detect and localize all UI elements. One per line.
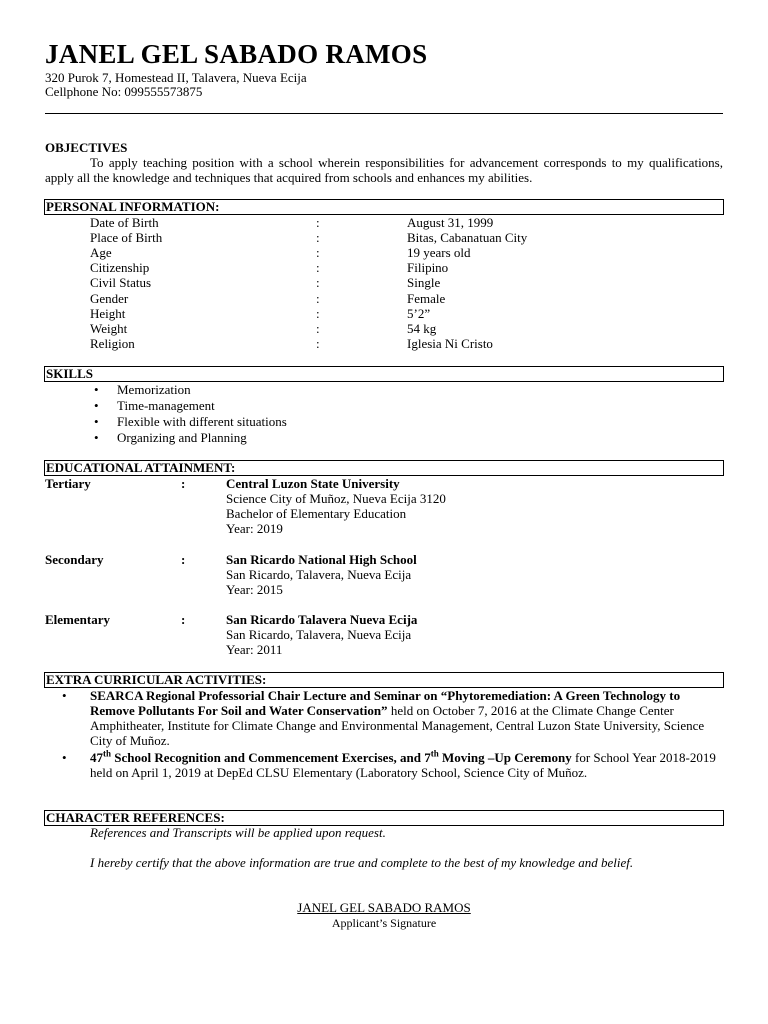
activity-detail: for School Year 2018-2019 held on April 1, 2019 at DepEd CLSU Elementary (Laboratory School, Science City of Muñoz.: [90, 750, 716, 780]
info-value: 5’2”: [407, 306, 431, 321]
info-value: Iglesia Ni Cristo: [407, 336, 493, 351]
header-divider: [45, 113, 723, 114]
references-note: References and Transcripts will be applied upon request.: [90, 825, 386, 840]
info-value: 19 years old: [407, 245, 471, 260]
info-separator: :: [316, 306, 320, 321]
objectives-text: To apply teaching position with a school wherein responsibilities for advancement corresponds to my qualifications, apply all the knowledge and techniques that acquired from schools and enhances my abilities.: [45, 155, 723, 185]
info-label: Weight: [90, 321, 128, 336]
references-heading: CHARACTER REFERENCES:: [44, 810, 724, 826]
school-detail: Year: 2011: [226, 642, 283, 657]
activity-item: [90, 750, 723, 780]
signature-block: [0, 900, 768, 915]
activity-title-end: Moving –Up Ceremony: [438, 750, 572, 765]
school-name: Central Luzon State University: [226, 476, 400, 491]
info-value: Female: [407, 291, 446, 306]
info-row: [0, 260, 768, 275]
info-row: [0, 321, 768, 336]
info-separator: :: [316, 336, 320, 351]
skill-item: • Time-management: [117, 398, 215, 413]
bullet-icon: •: [62, 750, 67, 765]
info-row: [0, 336, 768, 351]
info-label: Citizenship: [90, 260, 150, 275]
school-name: San Ricardo National High School: [226, 552, 417, 567]
info-row: [0, 275, 768, 290]
personal-info-heading: PERSONAL INFORMATION:: [44, 199, 724, 215]
skill-item: • Organizing and Planning: [117, 430, 247, 445]
activity-title: School Recognition and Commencement Exercises, and 7: [111, 750, 431, 765]
info-separator: :: [316, 260, 320, 275]
education-separator: :: [181, 476, 186, 491]
ordinal-suffix: th: [103, 748, 112, 759]
education-separator: :: [181, 612, 186, 627]
info-label: Civil Status: [90, 275, 152, 290]
info-value: Filipino: [407, 260, 449, 275]
education-heading: EDUCATIONAL ATTAINMENT:: [44, 460, 724, 476]
education-level: Secondary: [45, 552, 104, 567]
info-separator: :: [316, 321, 320, 336]
ordinal-suffix: th: [430, 748, 439, 759]
school-detail: Science City of Muñoz, Nueva Ecija 3120: [226, 491, 446, 506]
activity-number: 47: [90, 750, 103, 765]
objectives-heading: OBJECTIVES: [45, 140, 128, 155]
info-value: Single: [407, 275, 441, 290]
info-row: [0, 306, 768, 321]
skill-item: • Memorization: [117, 382, 191, 397]
info-label: Place of Birth: [90, 230, 163, 245]
school-detail: San Ricardo, Talavera, Nueva Ecija: [226, 567, 412, 582]
activity-item: [90, 688, 723, 748]
info-label: Age: [90, 245, 112, 260]
info-separator: :: [316, 291, 320, 306]
info-row: [0, 215, 768, 230]
info-label: Date of Birth: [90, 215, 159, 230]
info-separator: :: [316, 215, 320, 230]
info-value: Bitas, Cabanatuan City: [407, 230, 528, 245]
applicant-name: JANEL GEL SABADO RAMOS: [45, 39, 428, 69]
education-level: Elementary: [45, 612, 110, 627]
phone-number: Cellphone No: 099555573875: [45, 84, 203, 99]
info-label: Gender: [90, 291, 129, 306]
education-level: Tertiary: [45, 476, 91, 491]
activity-title: SEARCA Regional Professorial Chair Lecture and Seminar on “Phytoremediation: A Green Technology to Remove Pollutants For Soil and Water Conservation”: [90, 688, 681, 718]
info-separator: :: [316, 275, 320, 290]
bullet-icon: •: [62, 688, 67, 703]
info-row: [0, 230, 768, 245]
school-detail: Year: 2019: [226, 521, 283, 536]
activity-detail: held on October 7, 2016 at the Climate Change Center Amphitheater, Institute for Climate Change and Environmental Management, Central Luzon State University, Science City of Muñoz.: [90, 703, 705, 748]
info-value: 54 kg: [407, 321, 437, 336]
info-row: [0, 291, 768, 306]
certification-statement: I hereby certify that the above information are true and complete to the best of my knowledge and belief.: [90, 855, 634, 870]
signature-name: JANEL GEL SABADO RAMOS: [297, 900, 471, 915]
school-detail: San Ricardo, Talavera, Nueva Ecija: [226, 627, 412, 642]
school-detail: Year: 2015: [226, 582, 283, 597]
signature-label: Applicant’s Signature: [331, 916, 437, 930]
info-value: August 31, 1999: [407, 215, 494, 230]
info-separator: :: [316, 230, 320, 245]
info-separator: :: [316, 245, 320, 260]
info-label: Height: [90, 306, 126, 321]
info-row: [0, 245, 768, 260]
school-detail: Bachelor of Elementary Education: [226, 506, 407, 521]
education-separator: :: [181, 552, 186, 567]
skill-item: • Flexible with different situations: [117, 414, 287, 429]
info-label: Religion: [90, 336, 135, 351]
school-name: San Ricardo Talavera Nueva Ecija: [226, 612, 418, 627]
skills-heading: SKILLS: [44, 366, 724, 382]
extra-curricular-heading: EXTRA CURRICULAR ACTIVITIES:: [44, 672, 724, 688]
address: 320 Purok 7, Homestead II, Talavera, Nueva Ecija: [45, 70, 307, 85]
